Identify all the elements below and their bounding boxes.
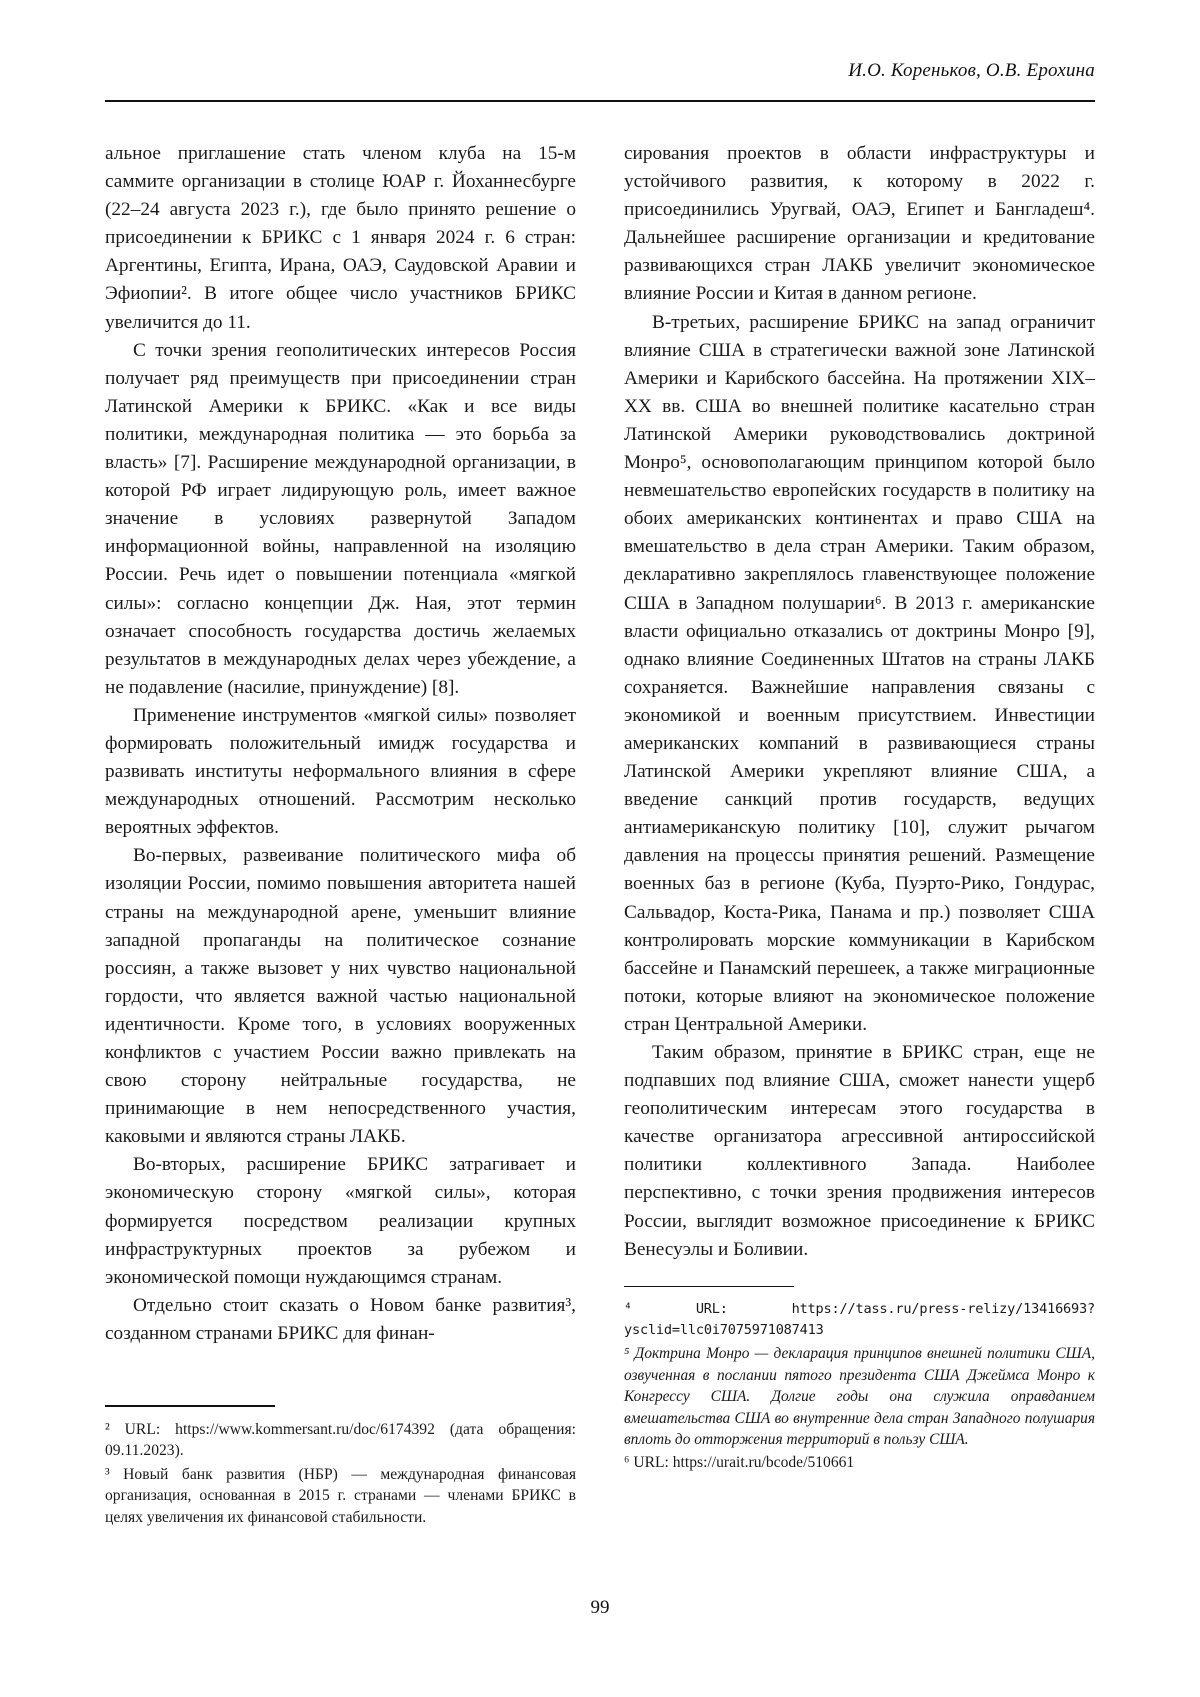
paragraph: В-третьих, расширение БРИКС на запад ограничит влияние США в стратегически важной зоне Латинской Америки и Карибского бассейна. На протяжении XIX–XX вв. США во внешней политике касательно стран Латинской Америки руководствовались доктриной Монро⁵, основополагающим принципом которой было невмешательство европейских государств в политику на обоих американских континентах и право США на вмешательство в дела стран Америки. Таким образом, декларативно закреплялось главенствующее положение США в Западном полушарии⁶. В 2013 г. американские власти официально отказались от доктрины Монро [9], однако влияние Соединенных Штатов на страны ЛАКБ сохраняется. Важнейшие направления связаны с экономикой и военным присутствием. Инвестиции американских компаний в развивающиеся страны Латинской Америки укрепляют влияние США, а введение санкций против государств, ведущих антиамериканскую политику [10], служит рычагом давления на процессы принятия решений. Размещение военных баз в регионе (Куба, Пуэрто-Рико, Гондурас, Сальвадор, Коста-Рика, Панама и пр.) позволяет США контролировать морские коммуникации в Карибском бассейне и Панамский перешеек, а также миграционные потоки, которые влияют на экономическое положение стран Центральной Америки.	[624, 311, 1095, 1035]
footnote: ⁵ Доктрина Монро — декларация принципов внешней политики США, озвученная в послании пятого президента США Джеймса Монро к Конгрессу США. Долгие годы она служила оправданием вмешательства США во внутренние дела стран Западного полушария вплоть до отторжения территорий в пользу США.	[624, 1345, 1095, 1448]
right-column-footnotes	[624, 1286, 1095, 1474]
paragraph: Таким образом, принятие в БРИКС стран, еще не подпавших под влияние США, сможет нанести ущерб геополитическим интересам этого государства в качестве организатора агрессивной антироссийской политики коллективного Запада. Наиболее перспективно, с точки зрения продвижения интересов России, выглядит возможное присоединение к БРИКС Венесуэлы и Боливии.	[624, 1042, 1095, 1260]
header-divider	[105, 100, 1095, 102]
footnote: ⁶ URL: https://urait.ru/bcode/510661	[624, 1454, 855, 1472]
paragraph: Применение инструментов «мягкой силы» позволяет формировать положительный имидж государства и развивать институты неформального влияния в сфере международных отношений. Рассмотрим несколько вероятных эффектов.	[105, 704, 576, 839]
footnote-divider	[105, 1405, 275, 1407]
paragraph: сирования проектов в области инфраструктуры и устойчивого развития, к которому в 2022 г. присоединились Уругвай, ОАЭ, Египет и Бангладеш⁴. Дальнейшее расширение организации и кредитование развивающихся стран ЛАКБ увеличит экономическое влияние России и Китая в данном регионе.	[624, 143, 1095, 305]
paragraph: Во-вторых, расширение БРИКС затрагивает и экономическую сторону «мягкой силы», которая формируется посредством реализации крупных инфраструктурных проектов за рубежом и экономической помощи нуждающимся странам.	[105, 1154, 576, 1288]
footnote: ² URL: https://www.kommersant.ru/doc/6174392 (дата обращения: 09.11.2023).	[105, 1420, 576, 1460]
footnote: ⁴ URL: https://tass.ru/press-relizy/13416693?ysclid=llc0i7075971087413	[624, 1301, 1095, 1339]
left-column-body	[105, 140, 576, 1348]
right-column-body	[624, 140, 1095, 1264]
paragraph: Во-первых, развеивание политического мифа об изоляции России, помимо повышения авторитета нашей страны на международной арене, уменьшит влияние западной пропаганды на политическое сознание россиян, а также вызовет у них чувство национальной гордости, что является важной частью национальной идентичности. Кроме того, в условиях вооруженных конфликтов с участием России важно привлекать на свою сторону нейтральные государства, не принимающие в нем непосредственного участия, каковыми и являются страны ЛАКБ.	[105, 845, 576, 1148]
left-column-footnotes	[105, 1405, 576, 1530]
paragraph: альное приглашение стать членом клуба на 15-м саммите организации в столице ЮАР г. Йоханнесбурге (22–24 августа 2023 г.), где было принято решение о присоединении к БРИКС с 1 января 2024 г. 6 стран: Аргентины, Египта, Ирана, ОАЭ, Саудовской Аравии и Эфиопии². В итоге общее число участников БРИКС увеличится до 11.	[105, 143, 576, 333]
left-column	[105, 140, 576, 1530]
page-number: 99	[590, 1597, 610, 1618]
two-column-layout	[105, 140, 1095, 1530]
footnote-divider	[624, 1286, 794, 1288]
footnote: ³ Новый банк развития (НБР) — международная финансовая организация, основанная в 2015 г. странами — членами БРИКС в целях увеличения их финансовой стабильности.	[105, 1465, 576, 1526]
running-head: И.О. Кореньков, О.В. Ерохина	[848, 60, 1095, 81]
paragraph: С точки зрения геополитических интересов Россия получает ряд преимуществ при присоединении стран Латинской Америки к БРИКС. «Как и все виды политики, международная политика — это борьба за власть» [7]. Расширение международной организации, в которой РФ играет лидирующую роль, имеет важное значение в условиях развернутой Западом информационной войны, направленной на изоляцию России. Речь идет о повышении потенциала «мягкой силы»: согласно концепции Дж. Ная, этот термин означает способность государства достичь желаемых результатов в международных делах через убеждение, а не подавление (насилие, принуждение) [8].	[105, 339, 576, 698]
paragraph: Отдельно стоит сказать о Новом банке развития³, созданном странами БРИКС для финан-	[105, 1294, 576, 1344]
right-column	[624, 140, 1095, 1530]
